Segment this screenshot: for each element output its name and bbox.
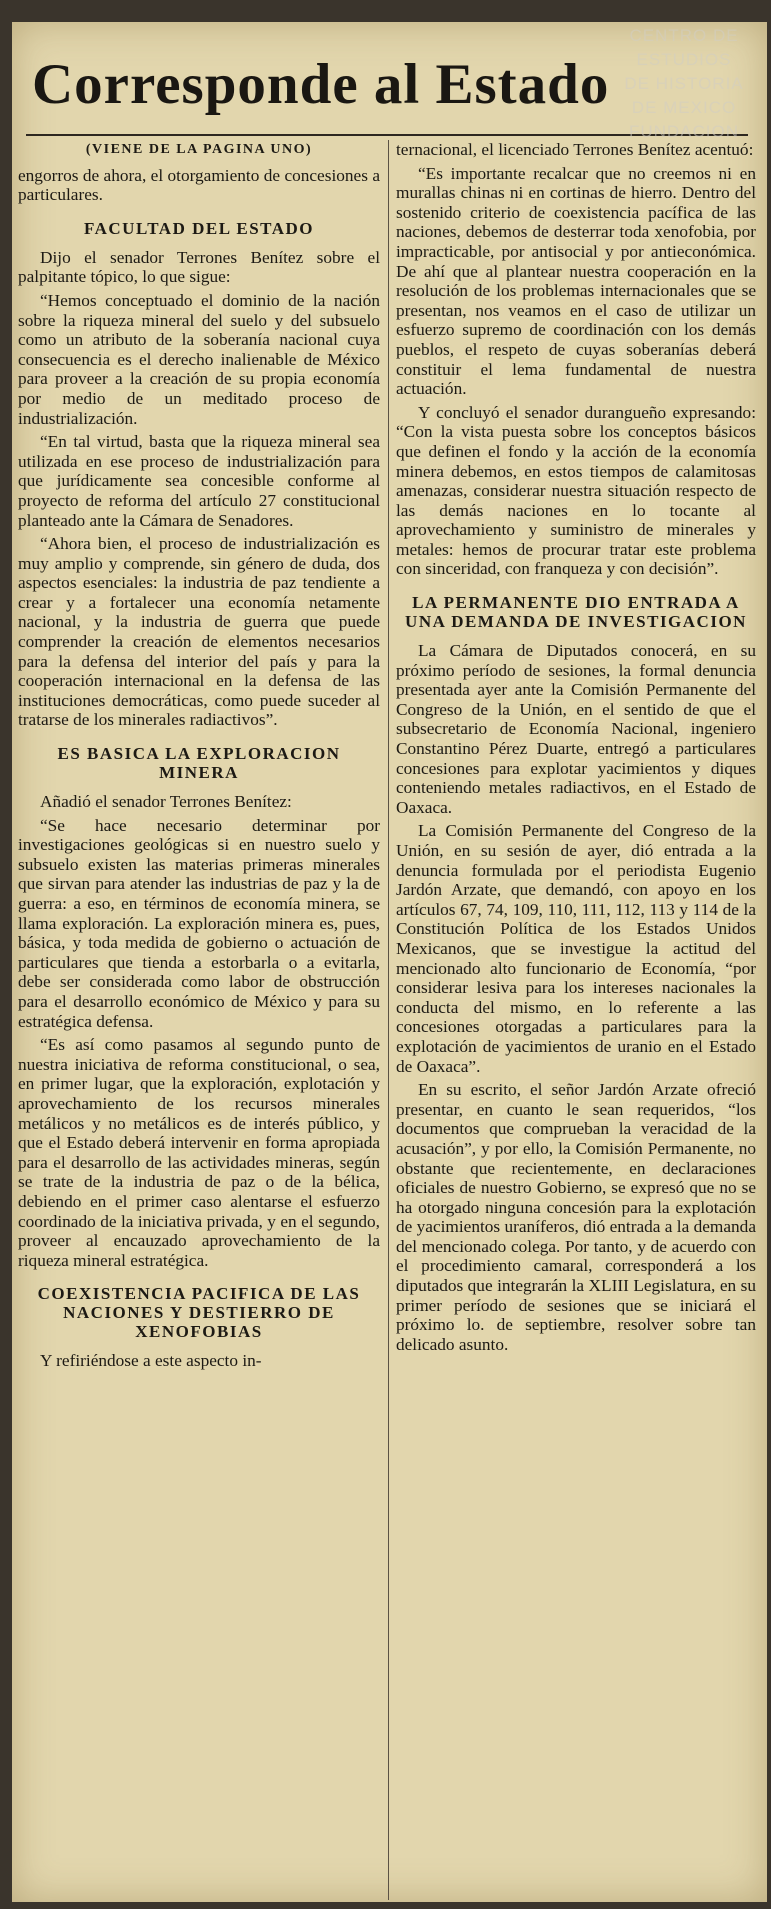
- paragraph: “Es importante recalcar que no creemos ni en murallas chinas ni en cortinas de hierro. Dentro del sostenido criterio de coexistencia pacífica de las naciones, debemos de desterrar toda xenofobia, por impracticable, por antisocial y por antieconómica. De ahí que al plantear nuestra cooperación en la resolución de los problemas internacionales que se presentan, nos veamos en el caso de utilizar un esfuerzo supremo de coordinación con los demás pueblos, el respeto de cuyas soberanías deberá constituir el lema fundamental de nuestra actuación.: [396, 163, 756, 399]
- paragraph: “Hemos conceptuado el dominio de la nación sobre la riqueza mineral del suelo y del subsuelo como un atributo de la soberanía nacional cuya consecuencia es el derecho inalienable de México para proveer a la creación de su propia economía por medio de un meditado proceso de industrialización.: [18, 290, 380, 428]
- paragraph: “Ahora bien, el proceso de industrialización es muy amplio y comprende, sin género de duda, dos aspectos esenciales: la industria de paz tendiente a crear y a fortalecer una economía netamente nacional, y la industria de guerra que puede comprender la creación de elementos necesarios para la defensa del interior del país y para la cooperación internacional en la defensa de las instituciones democráticas, como puede suceder al tratarse de los minerales radiactivos”.: [18, 534, 380, 730]
- stamp-line: DE HISTORIA: [624, 74, 744, 93]
- paragraph: Dijo el senador Terrones Benítez sobre el palpitante tópico, lo que sigue:: [18, 247, 380, 287]
- newspaper-clipping: [12, 22, 767, 1902]
- continuation-kicker: (VIENE DE LA PAGINA UNO): [85, 142, 313, 157]
- paragraph: Y concluyó el senador duranguеño expresando: “Con la vista puesta sobre los conceptos básicos que definen el fondo y la acción de la economía minera debemos, en estos tiempos de calamitosas amenazas, considerar nuestra situación respecto de las demás naciones en lo tocante al aprovechamiento y suministro de minerales y metales: hemos de procurar tratar este problema con sinceridad, con franqueza y con decisión”.: [396, 402, 756, 579]
- subheading: FACULTAD DEL ESTADO: [83, 218, 315, 238]
- right-column: [396, 140, 756, 1358]
- column-divider: [388, 140, 389, 1900]
- paragraph: “En tal virtud, basta que la riqueza mineral sea utilizada en ese proceso de industrialización para que jurídicamente sea concesible conforme al proyecto de reforma del artículo 27 constitucional planteado ante la Cámara de Senadores.: [18, 432, 380, 530]
- paragraph: Y refiriéndose a este aspecto in-: [40, 1351, 262, 1371]
- paragraph: La Comisión Permanente del Congreso de la Unión, en su sesión de ayer, dió entrada a la denuncia formulada por el periodista Eugenio Jardón Arzate, que demandó, con apoyo en los artículos 67, 74, 109, 110, 111, 112, 113 y 114 de la Constitución Política de los Estados Unidos Mexicanos, que se investigue la actitud del mencionado alto funcionario de Economía, “por considerar lesiva para los intereses nacionales la conducta del mismo, en lo referente a las concesiones otorgadas a particulares para la explotación de yacimientos de uranio en el Estado de Oaxaca”.: [396, 821, 756, 1076]
- paragraph: Añadió el senador Terrones Benítez:: [40, 792, 292, 812]
- paragraph: “Es así como pasamos al segundo punto de nuestra iniciativa de reforma constitucional, o sea, en primer lugar, que la exploración, explotación y aprovechamiento de los recursos minerales metálicos y no metálicos es de interés público, y que el Estado deberá intervenir en forma apropiada para el desarrollo de las actividades mineras, según se trate de la industria de paz o de la bélica, debiendo en el primer caso alentarse el esfuerzo coordinado de la iniciativa privada, y en el segundo, proveer al encauzado aprovechamiento de la riqueza mineral estratégica.: [18, 1035, 380, 1270]
- article-headline: Corresponde al Estado: [32, 53, 610, 116]
- archive-watermark-stamp: [609, 24, 759, 144]
- subheading: LA PERMANENTE DIO ENTRADA A UNA DEMANDA DE INVESTIGACION: [405, 593, 747, 632]
- subheading: ES BASICA LA EXPLORACION MINERA: [57, 744, 341, 783]
- paragraph: ternacional, el licenciado Terrones Benítez acentuó:: [396, 140, 754, 159]
- paragraph: engorros de ahora, el otorgamiento de concesiones a particulares.: [18, 165, 380, 205]
- paragraph: “Se hace necesario determinar por investigaciones geológicas si en nuestro suelo y subsuelo existen las materias primeras minerales que sirvan para atender las industrias de paz y la de guerra: a eso, en términos de economía minera, se llama exploración. La exploración minera es, pues, básica, y toda medida de gobierno o actuación de particulares que tienda a estorbarla o a evitarla, debe ser considerada como labor de obstrucción para el desarrollo económico de México y para su estratégica defensa.: [18, 815, 380, 1031]
- left-column: [18, 140, 380, 1375]
- paragraph: La Cámara de Diputados conocerá, en su próximo período de sesiones, la formal denuncia presentada ayer ante la Comisión Permanente del Congreso de la Unión, en el sentido de que el subsecretario de Economía Nacional, ingeniero Constantino Pérez Duarte, entregó a particulares concesiones para explotar yacimientos y diques conteniendo metales radiactivos, en el Estado de Oaxaca.: [396, 641, 756, 817]
- paragraph: En su escrito, el señor Jardón Arzate ofreció presentar, en cuanto le sean requeridos, “los documentos que comprueban la veracidad de la acusación”, y por ello, la Comisión Permanente, no obstante que recientemente, en declaraciones oficiales de nuestro Gobierno, se expresó que no se ha otorgado ninguna concesión para la explotación de yacimientos uraníferos, dió entrada a la demanda del mencionado colega. Por tanto, y de acuerdo con el procedimiento camaral, corresponderá a los diputados que integrarán la XLIII Legislatura, en su primer período de sesiones que se iniciará el próximo lo. de septiembre, resolver sobre tan delicado asunto.: [396, 1080, 756, 1354]
- subheading: COEXISTENCIA PACIFICA DE LAS NACIONES Y DESTIERRO DE XENOFOBIAS: [37, 1284, 361, 1342]
- stamp-line: ESTUDIOS: [636, 50, 732, 69]
- stamp-line: DE MEXICO: [631, 98, 737, 117]
- stamp-line: CENTRO DE: [629, 26, 739, 45]
- stamp-line: FUNDACION: [628, 122, 740, 141]
